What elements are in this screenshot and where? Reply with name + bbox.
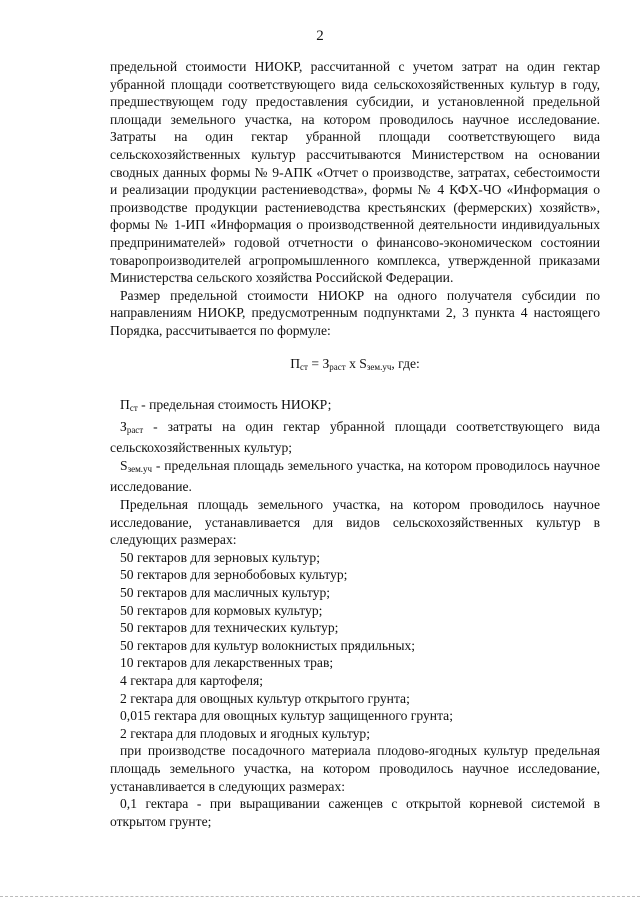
formula-equals: =	[307, 355, 323, 371]
definition-subscript: ст	[129, 403, 138, 414]
definition-item	[110, 396, 600, 418]
list-item: 50 гектаров для технических культур;	[120, 620, 339, 636]
list-item: 50 гектаров для масличных культур;	[120, 585, 331, 601]
formula-intro-paragraph: Размер предельной стоимости НИОКР на одного получателя субсидии по направлениям НИОКР, предусмотренным подпунктами 2, 3 пункта 4 настоящего Порядка, рассчитывается по формуле:	[110, 287, 600, 338]
list-item: 50 гектаров для культур волокнистых прядильных;	[120, 637, 416, 653]
list-item: 0,015 гектара для овощных культур защищенного грунта;	[120, 708, 453, 724]
page-number: 2	[316, 28, 324, 44]
formula-lhs-subscript: ст	[300, 361, 308, 372]
list-item: 50 гектаров для кормовых культур;	[120, 602, 323, 618]
formula-term1-subscript: раст	[329, 361, 346, 372]
list-item: 50 гектаров для зерновых культур;	[120, 549, 320, 565]
formula-term2-subscript: зем.уч	[366, 361, 392, 372]
definition-symbol: S	[120, 457, 128, 473]
intro-paragraph: предельной стоимости НИОКР, рассчитанной с учетом затрат на один гектар убранной площади соответствующего вида сельскохозяйственных культур в году, предшествующем году предоставления субсидии, и установленной предельной площади земельного участка, на котором проводилось научное исследование. Затраты на один гектар убранной площади соответствующего вида сельскохозяйственных культур рассчитываются Министерством на основании сводных данных формы № 9-АПК «Отчет о производстве, затратах, себестоимости и реализации продукции растениеводства», формы № 4 КФХ-ЧО «Информация о производстве продукции растениеводства крестьянских (фермерских) хозяйств», формы № 1-ИП «Информация о производственной деятельности индивидуальных предпринимателей» годовой отчетности о финансово-экономическом состоянии товаропроизводителей агропромышленного комплекса, утвержденной приказами Министерства сельского хозяйства Российской Федерации.	[110, 59, 600, 286]
nursery-item: 0,1 гектара - при выращивании саженцев с открытой корневой системой в открытом грунте;	[110, 796, 600, 829]
list-item: 50 гектаров для зернобобовых культур;	[120, 567, 348, 583]
definition-text: - предельная стоимость НИОКР;	[137, 397, 332, 413]
definition-text: - предельная площадь земельного участка, на котором проводилось научное исследование.	[110, 457, 600, 495]
page-bottom-edge	[0, 896, 640, 897]
definition-subscript: зем.уч	[127, 463, 153, 474]
list-item: 2 гектара для овощных культур открытого грунта;	[120, 690, 410, 706]
definition-text: - затраты на один гектар убранной площади соответствующего вида сельскохозяйственных культур;	[110, 418, 600, 456]
definition-symbol: П	[120, 397, 130, 413]
document-body	[110, 58, 600, 830]
formula-term2: S	[359, 355, 367, 371]
formula-lhs: П	[290, 355, 301, 371]
formula-tail: , где:	[391, 355, 420, 371]
list-item: 2 гектара для плодовых и ягодных культур;	[120, 725, 370, 741]
formula-term1: З	[322, 355, 330, 371]
nursery-paragraph: при производстве посадочного материала плодово-ягодных культур предельная площадь земельного участка, на котором проводилось научное исследование, устанавливается в следующих размерах:	[110, 743, 600, 794]
formula	[110, 355, 600, 377]
list-item: 4 гектара для картофеля;	[120, 673, 264, 688]
definition-symbol: З	[120, 418, 127, 434]
definition-item	[110, 418, 600, 457]
area-intro-paragraph: Предельная площадь земельного участка, на котором проводилось научное исследование, устанавливается для видов сельскохозяйственных культур в следующих размерах:	[110, 497, 600, 548]
formula-operator: х	[345, 355, 360, 371]
list-item: 10 гектаров для лекарственных трав;	[120, 655, 334, 671]
definition-item	[110, 457, 600, 496]
definition-subscript: раст	[126, 424, 144, 435]
